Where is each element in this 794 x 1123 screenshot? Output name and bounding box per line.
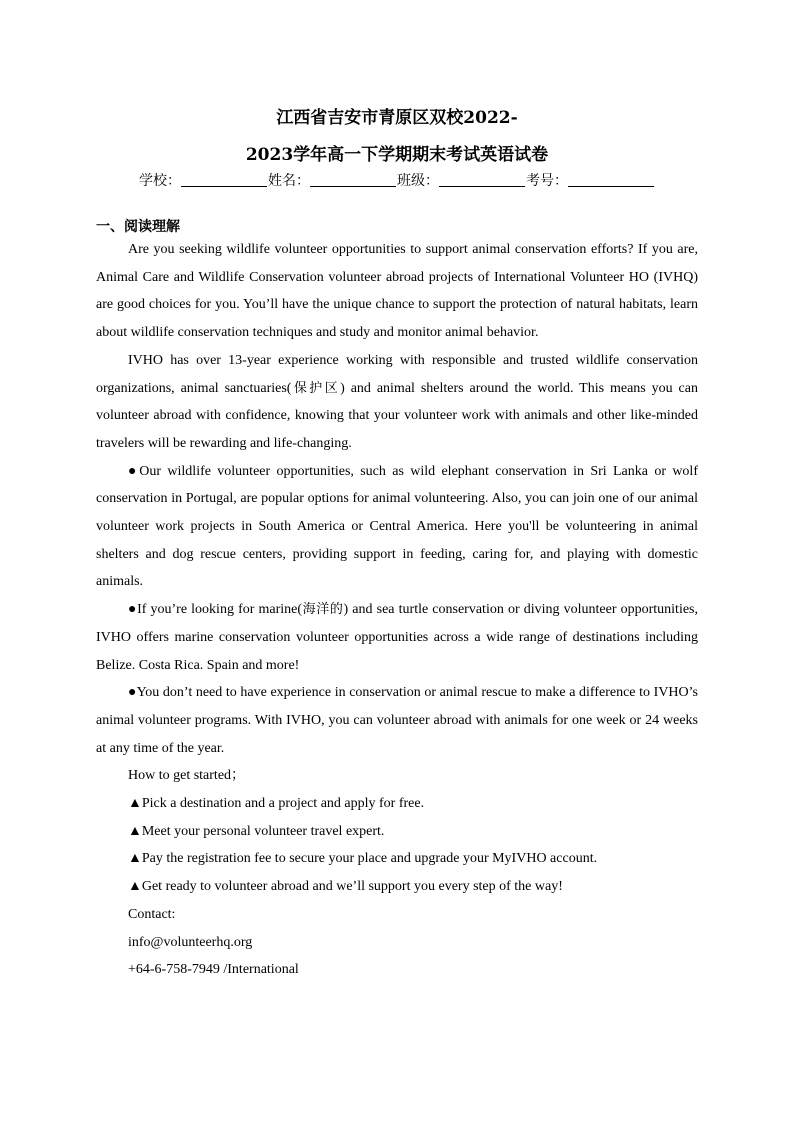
class-blank[interactable] <box>439 172 525 187</box>
gloss-sanctuaries: 保护区 <box>291 380 341 396</box>
paragraph-4-part-a: ●If you’re looking for marine( <box>128 602 303 618</box>
reading-passage <box>96 236 698 984</box>
paragraph-1: Are you seeking wildlife volunteer opportunities to support animal conservation efforts? If you are, Animal Care and Wildlife Conservation volunteer abroad projects of International Volunteer HO (IVHQ) are good choices for you. You’ll have the unique chance to support the protection of natural habitats, learn about wildlife conservation techniques and study and monitor animal behavior. <box>96 242 698 341</box>
step-item: ▲Get ready to volunteer abroad and we’ll support you every step of the way! <box>128 879 563 895</box>
contact-email: info@volunteerhq.org <box>128 934 253 950</box>
contact-phone: +64-6-758-7949 /International <box>128 962 299 978</box>
student-info-fields <box>96 170 698 190</box>
how-to-heading: How to get started； <box>128 768 246 784</box>
step-item: ▲Meet your personal volunteer travel expert. <box>128 823 385 839</box>
step-item: ▲Pick a destination and a project and apply for free. <box>128 796 425 812</box>
paragraph-4-part-b: ) and sea turtle conservation or diving volunteer opportunities, IVHO offers marine conservation volunteer opportunities across a wide range of destinations including Belize. Costa Rica. Spain and more! <box>96 602 698 673</box>
section-heading: 一、阅读理解 <box>96 219 180 235</box>
paragraph-4 <box>96 596 698 679</box>
paragraph-2 <box>96 347 698 458</box>
school-blank[interactable] <box>181 172 267 187</box>
paragraph-2-part-a: IVHO has over 13-year experience working with responsible and trusted wildlife conservation organizations, animal sanctuaries( <box>96 352 698 396</box>
name-blank[interactable] <box>310 172 396 187</box>
contact-label: Contact: <box>128 906 176 922</box>
gloss-marine: 海洋的 <box>302 602 344 618</box>
name-label: 姓名： <box>268 173 310 189</box>
exam-title-line-1: 江西省吉安市青原区双校2022- <box>276 108 518 128</box>
paragraph-5: ●You don’t need to have experience in conservation or animal rescue to make a difference to IVHO’s animal volunteer programs. With IVHO, you can volunteer abroad with animals for one week or 24 weeks at any time of the year. <box>96 685 698 756</box>
paragraph-2-part-b: ) and animal shelters around the world. This means you can volunteer abroad with confidence, knowing that your volunteer work with animals and other like-minded travelers will be rewarding and life-changing. <box>96 380 698 451</box>
school-label: 学校： <box>139 173 181 189</box>
exam-number-blank[interactable] <box>568 172 654 187</box>
class-label: 班级： <box>397 173 439 189</box>
exam-number-label: 考号： <box>526 173 568 189</box>
paragraph-3: ●Our wildlife volunteer opportunities, such as wild elephant conservation in Sri Lanka or wolf conservation in Portugal, are popular options for animal volunteering. Also, you can join one of our animal volunteer work projects in South America or Central America. Here you'll be volunteering in animal shelters and dog rescue centers, providing support in feeding, caring for, and playing with domestic animals. <box>96 463 698 590</box>
step-item: ▲Pay the registration fee to secure your place and upgrade your MyIVHO account. <box>128 851 598 867</box>
exam-title-line-2: 2023学年高一下学期期末考试英语试卷 <box>245 145 549 165</box>
